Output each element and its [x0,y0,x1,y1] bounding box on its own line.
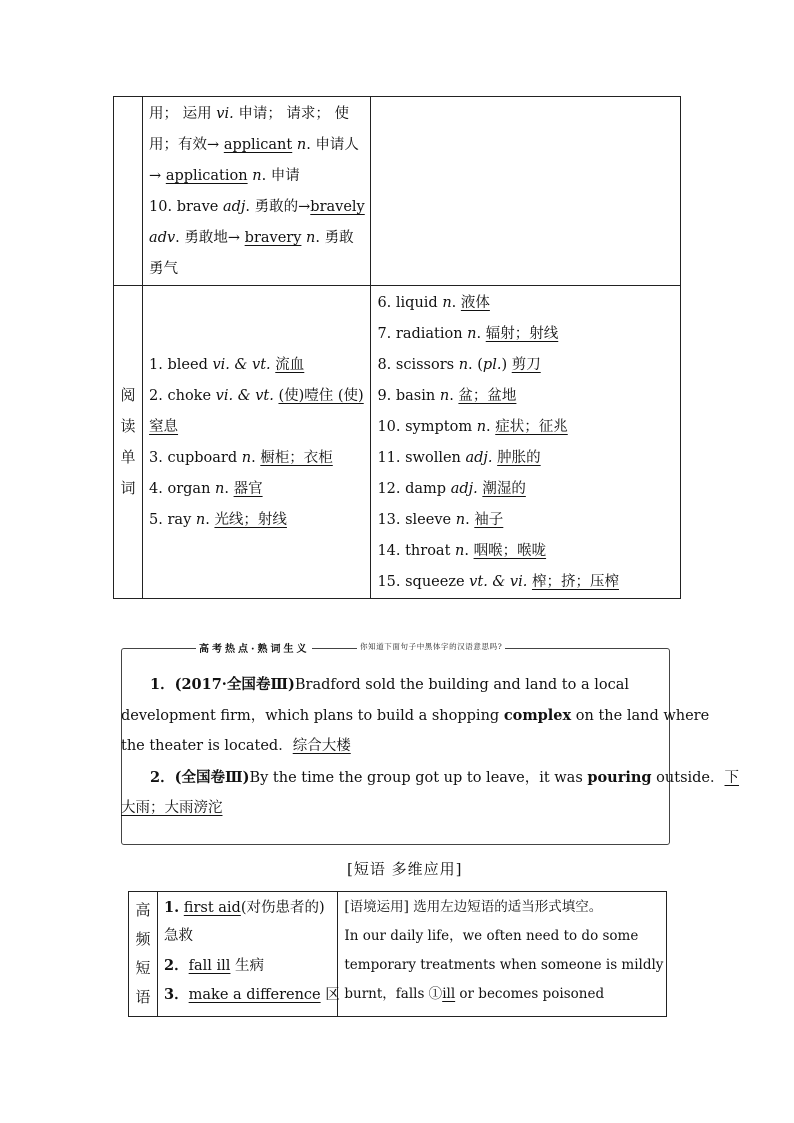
text-span: the theater is located． [121,738,293,754]
vocab-table [113,96,681,599]
label-char: 高 [135,901,151,919]
text-span: 3. cupboard [149,450,242,466]
hot-topic-subtitle: 你知道下面句子中黑体字的汉语意思吗? [357,641,505,652]
text-span: . [251,450,261,466]
text-span: Bradford sold the building and land to a local [294,677,629,693]
answer-text: 液体 [460,295,490,311]
vocab-row2-left-lines [143,348,370,536]
text-line [377,381,674,412]
text-span: 1. bleed [149,357,213,373]
hot-topic-title: 高考热点·熟词生义 [196,640,312,655]
answer-text: bravery [244,230,302,246]
answer-text: bravely [310,199,365,215]
phrases-row [129,892,667,1017]
pos-text: adj. [465,450,493,466]
pos-text: vi. & vt. [215,388,274,404]
pos-text: n [252,168,262,184]
text-span: 6. liquid [377,295,443,311]
text-span: 急救 [164,928,194,944]
text-line [377,505,674,536]
answer-text: 肿胀的 [497,450,541,466]
label-char: 语 [135,988,151,1006]
text-span: . [449,388,459,404]
hot-topic-line [121,731,674,762]
pos-text: n [241,450,252,466]
text-line [377,350,674,381]
text-span: By the time the group got up to leave，it was [249,770,588,786]
phrases-table [128,891,667,1017]
text-span: → [149,168,166,184]
pos-text: vi. & vt. [212,357,271,373]
text-span: 7. radiation [377,326,468,342]
text-span: 12. damp [377,481,451,497]
pos-text: n [455,543,465,559]
text-span: 生病 [230,958,265,974]
answer-text: 症状；征兆 [495,419,568,435]
text-span: 2. choke [149,388,216,404]
text-span: or becomes poisoned [455,986,605,1002]
pos-text: n [306,230,316,246]
vocab-row2-right [371,286,681,599]
text-line [377,412,674,443]
label-char: 词 [120,479,136,497]
bold-text: 1．(2017·全国卷Ⅲ) [150,676,295,693]
text-span: 15. squeeze [377,574,470,590]
hot-topic-line [121,700,710,732]
answer-text: 潮湿的 [482,481,526,497]
text-span: . ( [468,357,483,373]
text-line [149,412,364,443]
text-span: . [205,512,215,528]
answer-text: 盆；盆地 [458,388,517,404]
pos-text: adj. [450,481,478,497]
vocab-row1-right [371,97,681,286]
text-span: 10. symptom [377,419,477,435]
bold-text: 1. [164,899,180,916]
row-label-empty [114,97,143,286]
answer-text: 辐射；射线 [485,326,559,342]
text-span: 用； 运用 [149,106,217,122]
text-line [377,443,674,474]
text-line [164,951,332,980]
pos-text: n [195,512,206,528]
pos-text: n [467,326,477,342]
answer-text: 光线；射线 [214,512,287,528]
text-line [377,536,674,567]
text-line [149,99,364,130]
answer-text: 大雨；大雨滂沱 [121,800,223,816]
answer-text: 橱柜；衣柜 [260,450,333,466]
pos-text: n [442,295,452,311]
text-span: 申请； 请求； 使 [233,106,350,122]
text-line [149,505,364,536]
text-line [149,254,364,285]
text-line [164,893,332,922]
pos-text: adj [222,199,246,215]
text-line [149,192,364,223]
text-span: burnt，falls ① [344,986,443,1002]
answer-text: 综合大楼 [292,738,351,754]
text-line [164,922,332,951]
text-span: . [486,419,496,435]
text-line [377,567,674,598]
text-line [344,980,660,1009]
text-span: 5. ray [149,512,196,528]
pos-text: vt. & vi. [469,574,528,590]
answer-text: 下 [724,770,740,786]
text-span: 8. scissors [377,357,459,373]
text-line [149,223,364,254]
text-span: on the land where [571,708,710,724]
text-span: In our daily life，we often need to do some [344,928,639,944]
answer-text: application [165,168,248,184]
text-span: [语境运用] 选用左边短语的适当形式填空。 [344,899,603,915]
text-span: . [451,295,461,311]
text-span: outside． [651,770,725,786]
text-span: (对伤患者的) [240,900,325,916]
text-span: . [476,326,486,342]
text-line [149,474,364,505]
vocab-row2-left [143,286,371,599]
text-span: . 申请人 [306,137,359,153]
label-char: 短 [135,959,151,977]
text-span: . 勇敢 [315,230,354,246]
answer-text: make a difference [188,987,321,1003]
text-line [149,350,364,381]
vocab-row1-left [143,97,371,286]
context-exercise [338,892,667,1017]
text-span: 13. sleeve [377,512,456,528]
pos-text: pl. [482,357,502,373]
pos-text: vi. [216,106,234,122]
text-span: 用；有效→ [149,137,224,153]
bold-text: 3． [164,986,189,1003]
text-line [377,288,674,319]
answer-text: 剪刀 [511,357,541,373]
pos-text: n [455,512,466,528]
text-span: 4. organ [149,481,216,497]
vocab-row1-lines [143,97,370,285]
answer-text: applicant [223,137,293,153]
vocab-row-reading [114,286,681,599]
text-span: 10. brave [149,199,223,215]
hot-topic-line [150,762,740,794]
text-line [344,893,660,922]
bold-text: complex [503,707,572,724]
text-line [377,474,674,505]
hot-topic-line [150,669,674,701]
text-line [149,381,364,412]
answer-text: ill [442,986,456,1002]
phrases-heading: [短语 多维应用] [347,860,463,878]
text-span: . [464,543,474,559]
text-span: ) [501,357,512,373]
text-span: . 申请 [261,168,300,184]
text-line [164,980,340,1009]
text-span: temporary treatments when someone is mildly [344,957,664,973]
answer-text: first aid [183,900,241,916]
bold-text: 2．(全国卷Ⅲ) [150,769,250,786]
text-line [377,319,674,350]
text-span: 9. basin [377,388,440,404]
vocab-row2-right-lines [371,286,680,598]
text-span: . [224,481,234,497]
phrases-list-lines [158,892,340,1009]
text-span: 11. swollen [377,450,466,466]
bold-text: 2． [164,957,189,974]
text-line [344,922,660,951]
pos-text: n [476,419,487,435]
text-span: . 勇敢地→ [175,230,245,246]
label-char: 单 [120,448,136,466]
label-char: 阅 [120,386,136,404]
text-span: 区 [320,987,340,1003]
text-line [149,161,364,192]
pos-text: n [458,357,469,373]
context-exercise-lines [338,892,666,1009]
pos-text: n [215,481,225,497]
hot-topic-line [121,793,674,824]
answer-text: 咽喉；喉咙 [473,543,547,559]
phrases-list [158,892,338,1017]
answer-text: 窒息 [149,419,179,435]
label-char: 读 [120,417,136,435]
pos-text: n [439,388,450,404]
pos-text: n [296,137,307,153]
high-frequency-phrases-label [129,892,158,1017]
answer-text: 榨；挤；压榨 [531,574,619,590]
answer-text: 流血 [275,357,305,373]
text-span: development firm，which plans to build a shopping [121,708,504,724]
text-line [149,130,364,161]
answer-text: 袖子 [474,512,504,528]
bold-text: pouring [587,769,652,786]
text-span: . [465,512,475,528]
label-char: 频 [135,930,151,948]
text-span: 勇气 [149,261,179,277]
text-span: 14. throat [377,543,456,559]
reading-words-label [114,286,143,599]
answer-text: (使)噎住 (使) [278,388,364,404]
text-span: . 勇敢的→ [245,199,311,215]
pos-text: adv [149,230,176,246]
answer-text: 器官 [233,481,263,497]
vocab-row-continued [114,97,681,286]
answer-text: fall ill [188,958,231,974]
text-line [149,443,364,474]
text-line [344,951,664,980]
